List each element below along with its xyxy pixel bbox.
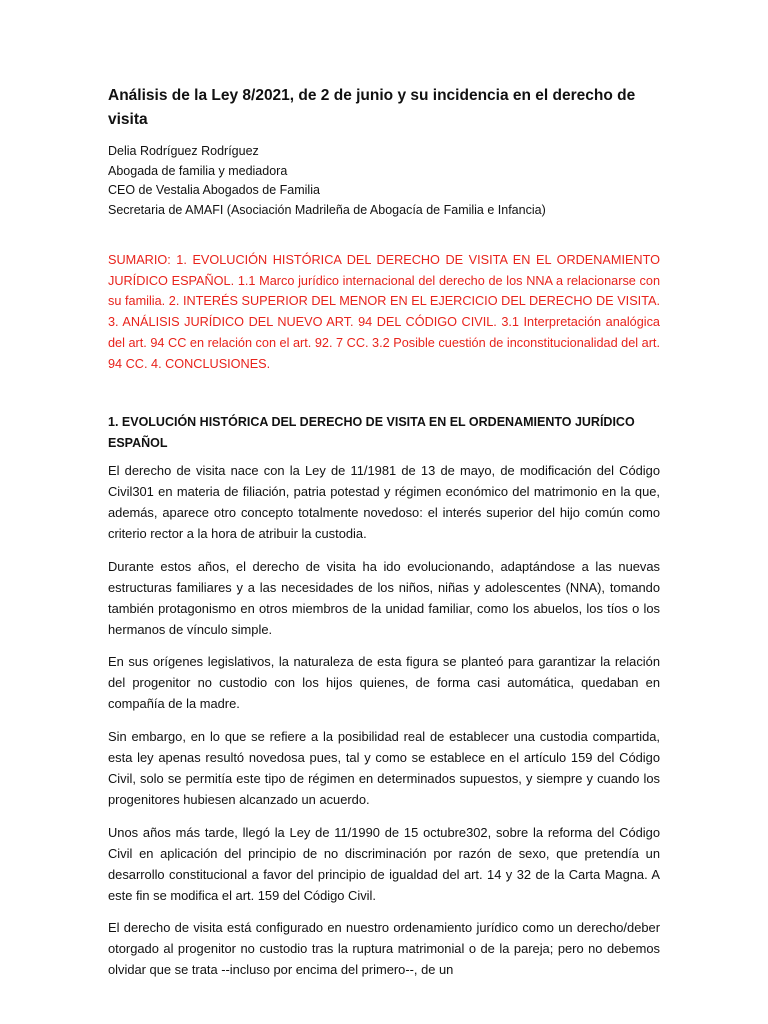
body-paragraph: Sin embargo, en lo que se refiere a la posibilidad real de establecer una custodia compartida, esta ley apenas resultó novedosa pues, tal y como se establece en el artículo 159 del Código Civil, solo se permitía este tipo de régimen en determinados supuestos, y siempre y cuando los progenitores hubiesen alcanzado un acuerdo.	[108, 729, 660, 807]
body-paragraph: Unos años más tarde, llegó la Ley de 11/1990 de 15 octubre302, sobre la reforma del Código Civil en aplicación del principio de no discriminación por razón de sexo, que pretendía un desarrollo constitucional a favor del principio de igualdad del art. 14 y 32 de la Carta Magna. A este fin se modifica el art. 159 del Código Civil.	[108, 824, 660, 903]
author-company: CEO de Vestalia Abogados de Familia	[108, 183, 320, 197]
body-paragraph: Durante estos años, el derecho de visita ha ido evolucionando, adaptándose a las nuevas estructuras familiares y a las necesidades de los niños, niñas y adolescentes (NNA), tomando también protagonismo en otros miembros de la unidad familiar, como los abuelos, los tíos o los hermanos de vínculo simple.	[108, 558, 660, 637]
document-page	[108, 84, 660, 993]
summary-paragraph: SUMARIO: 1. EVOLUCIÓN HISTÓRICA DEL DERECHO DE VISITA EN EL ORDENAMIENTO JURÍDICO ESPAÑOL. 1.1 Marco jurídico internacional del derecho de los NNA a relacionarse con su familia. 2. INTERÉS SUPERIOR DEL MENOR EN EL EJERCICIO DEL DERECHO DE VISITA. 3. ANÁLISIS JURÍDICO DEL NUEVO ART. 94 DEL CÓDIGO CIVIL. 3.1 Interpretación analógica del art. 94 CC en relación con el art. 92. 7 CC. 3.2 Posible cuestión de inconstitucionalidad del art. 94 CC. 4. CONCLUSIONES.	[108, 253, 660, 371]
body-paragraph: El derecho de visita nace con la Ley de 11/1981 de 13 de mayo, de modificación del Código Civil301 en materia de filiación, patria potestad y régimen económico del matrimonio en la que, además, aparece otro concepto totalmente novedoso: el interés superior del hijo común como criterio rector a la hora de atribuir la custodia.	[108, 463, 660, 541]
body-paragraph: En sus orígenes legislativos, la naturaleza de esta figura se planteó para garantizar la relación del progenitor no custodio con los hijos quienes, de forma casi automática, quedaban en compañía de la madre.	[108, 654, 660, 712]
author-affiliation: Secretaria de AMAFI (Asociación Madrileña de Abogacía de Familia e Infancia)	[108, 202, 546, 217]
body-paragraph: El derecho de visita está configurado en nuestro ordenamiento jurídico como un derecho/deber otorgado al progenitor no custodio tras la ruptura matrimonial o de la pareja; pero no debemos olvidar que se trata --incluso por encima del primero--, de un	[108, 920, 660, 978]
author-role: Abogada de familia y mediadora	[108, 163, 288, 178]
section-heading: 1. EVOLUCIÓN HISTÓRICA DEL DERECHO DE VISITA EN EL ORDENAMIENTO JURÍDICO ESPAÑOL	[108, 415, 635, 450]
author-name: Delia Rodríguez Rodríguez	[108, 144, 259, 158]
document-title: Análisis de la Ley 8/2021, de 2 de junio y su incidencia en el derecho de visita	[108, 87, 636, 128]
author-block	[108, 142, 660, 220]
